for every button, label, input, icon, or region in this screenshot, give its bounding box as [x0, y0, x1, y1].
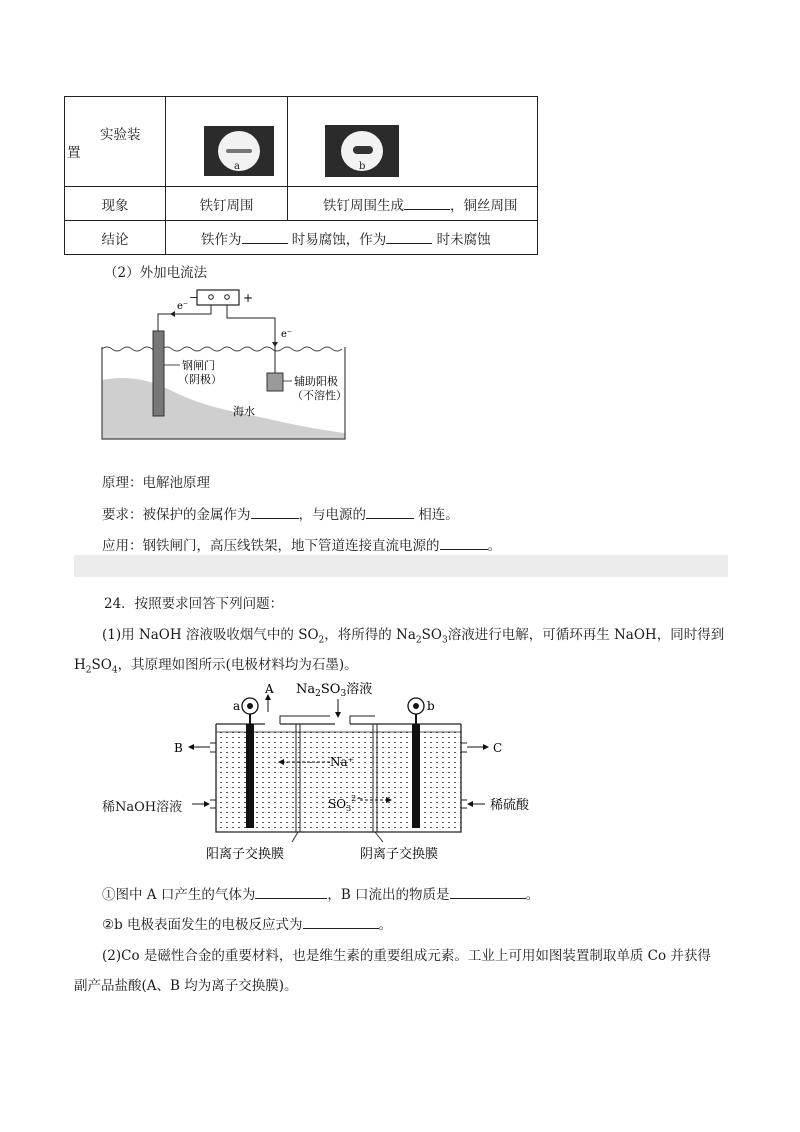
sub-question-2: ②b 电极表面发生的电极反应式为 。	[102, 913, 392, 933]
label-C: C	[493, 741, 503, 755]
terminal-negative	[209, 295, 214, 300]
photo-a-label: a	[234, 161, 240, 172]
power-source	[197, 290, 239, 305]
conclusion-label: 结论	[65, 221, 166, 255]
conclusion-text1: 铁作为	[201, 231, 242, 248]
wire-to-anode	[227, 305, 275, 373]
right-inlet-label: 稀硫酸	[490, 798, 530, 813]
anion-membrane-label: 阴离子交换膜	[360, 847, 439, 862]
conclusion-text3: 时未腐蚀	[436, 231, 491, 248]
minus-sign: −	[189, 291, 199, 304]
divider-band	[74, 555, 728, 577]
application-line	[102, 534, 501, 554]
cation-membrane-label: 阳离子交换膜	[206, 847, 285, 862]
gate-label-2: （阴极）	[178, 373, 222, 386]
application-text1: 应用：钢铁闸门，高压线铁架，地下管道连接直流电源的	[102, 538, 440, 554]
e-minus-left: e⁻	[177, 301, 189, 312]
phenomenon-label: 现象	[65, 187, 166, 221]
label-a: a	[233, 699, 241, 713]
water-surface	[102, 347, 342, 351]
blank-conclusion-2[interactable]	[386, 229, 432, 244]
blank-outlet-B[interactable]	[450, 884, 526, 899]
phenomenon-b-text2: ，铜丝周围	[450, 197, 518, 214]
impressed-current-diagram	[100, 285, 350, 443]
label-A: A	[265, 682, 274, 696]
anode-label-2: （不溶性）	[292, 389, 347, 402]
blank-conclusion-1[interactable]	[242, 229, 288, 244]
electrode-a	[246, 724, 254, 828]
sub-question-1: ①图中 A 口产生的气体为 ，B 口流出的物质是 。	[102, 883, 539, 903]
conclusion-cell	[166, 221, 538, 255]
phenomenon-a: 铁钉周围	[166, 187, 288, 221]
label-B: B	[174, 741, 183, 755]
auxiliary-anode	[267, 373, 283, 391]
device-b-cell	[288, 97, 538, 187]
q24-para1-cont: $H_2SO_4$，其原理如图所示(电极材料均为石墨)。	[74, 657, 358, 676]
q24-para1: (1)用 NaOH 溶液吸收烟气中的 $SO_2$，将所得的 $Na_2SO_3$溶液进行电解，可循环再生 NaOH，同时得到	[102, 627, 725, 646]
top-solution-label: $Na_2SO_3$溶液	[296, 682, 373, 699]
requirement-text2: ，与电源的	[298, 507, 366, 523]
device-label-cell	[65, 97, 166, 187]
requirement-text3: 相连。	[418, 507, 459, 523]
plus-sign: +	[243, 291, 254, 305]
blank-electrode-reaction[interactable]	[303, 914, 379, 929]
device-label-line2: 置	[67, 145, 81, 161]
section2-title: （2）外加电流法	[104, 265, 208, 281]
q24-para3-cont: 副产品盐酸(A、B 均为离子交换膜)。	[74, 978, 298, 994]
electrolysis-cell-diagram	[170, 680, 540, 865]
conclusion-text2: 时易腐蚀，作为	[291, 231, 387, 248]
label-b: b	[427, 699, 435, 713]
q24-para3: (2)Co 是磁性合金的重要材料，也是维生素的重要组成元素。工业上可用如图装置制取单质 Co 并获得	[102, 948, 711, 964]
electrode-b	[412, 724, 420, 828]
blank-application[interactable]	[440, 535, 488, 550]
requirement-line	[102, 503, 459, 523]
principle-line: 原理：电解池原理	[102, 475, 210, 491]
device-a-cell	[166, 97, 288, 187]
blank-requirement-1[interactable]	[251, 504, 299, 519]
left-inlet-label-page: 稀NaOH溶液	[102, 800, 183, 815]
q24-title: 24．按照要求回答下列问题：	[104, 596, 284, 612]
experiment-table	[64, 96, 538, 255]
device-label-line1: 实验装	[100, 127, 141, 143]
phenomenon-b-text1: 铁钉周围生成	[323, 197, 404, 214]
application-text2: 。	[487, 538, 501, 554]
blank-phenomenon[interactable]	[404, 195, 450, 210]
gate-label-1: 钢闸门	[182, 359, 215, 372]
phenomenon-b-cell	[288, 187, 538, 221]
anode-label-1: 辅助阳极	[294, 375, 338, 388]
requirement-text1: 要求：被保护的金属作为	[102, 507, 251, 523]
na-ion-label: Na⁺	[330, 755, 354, 769]
photo-b-label: b	[359, 161, 366, 172]
sulfite-ion-label: $SO_3^{2-}$	[328, 794, 363, 813]
blank-gas-A[interactable]	[255, 884, 327, 899]
blank-requirement-2[interactable]	[366, 504, 414, 519]
seawater-label: 海水	[233, 405, 255, 418]
electron-arrow-down	[272, 342, 278, 347]
steel-gate	[153, 331, 164, 416]
e-minus-right: e⁻	[281, 329, 293, 340]
terminal-positive	[225, 295, 230, 300]
